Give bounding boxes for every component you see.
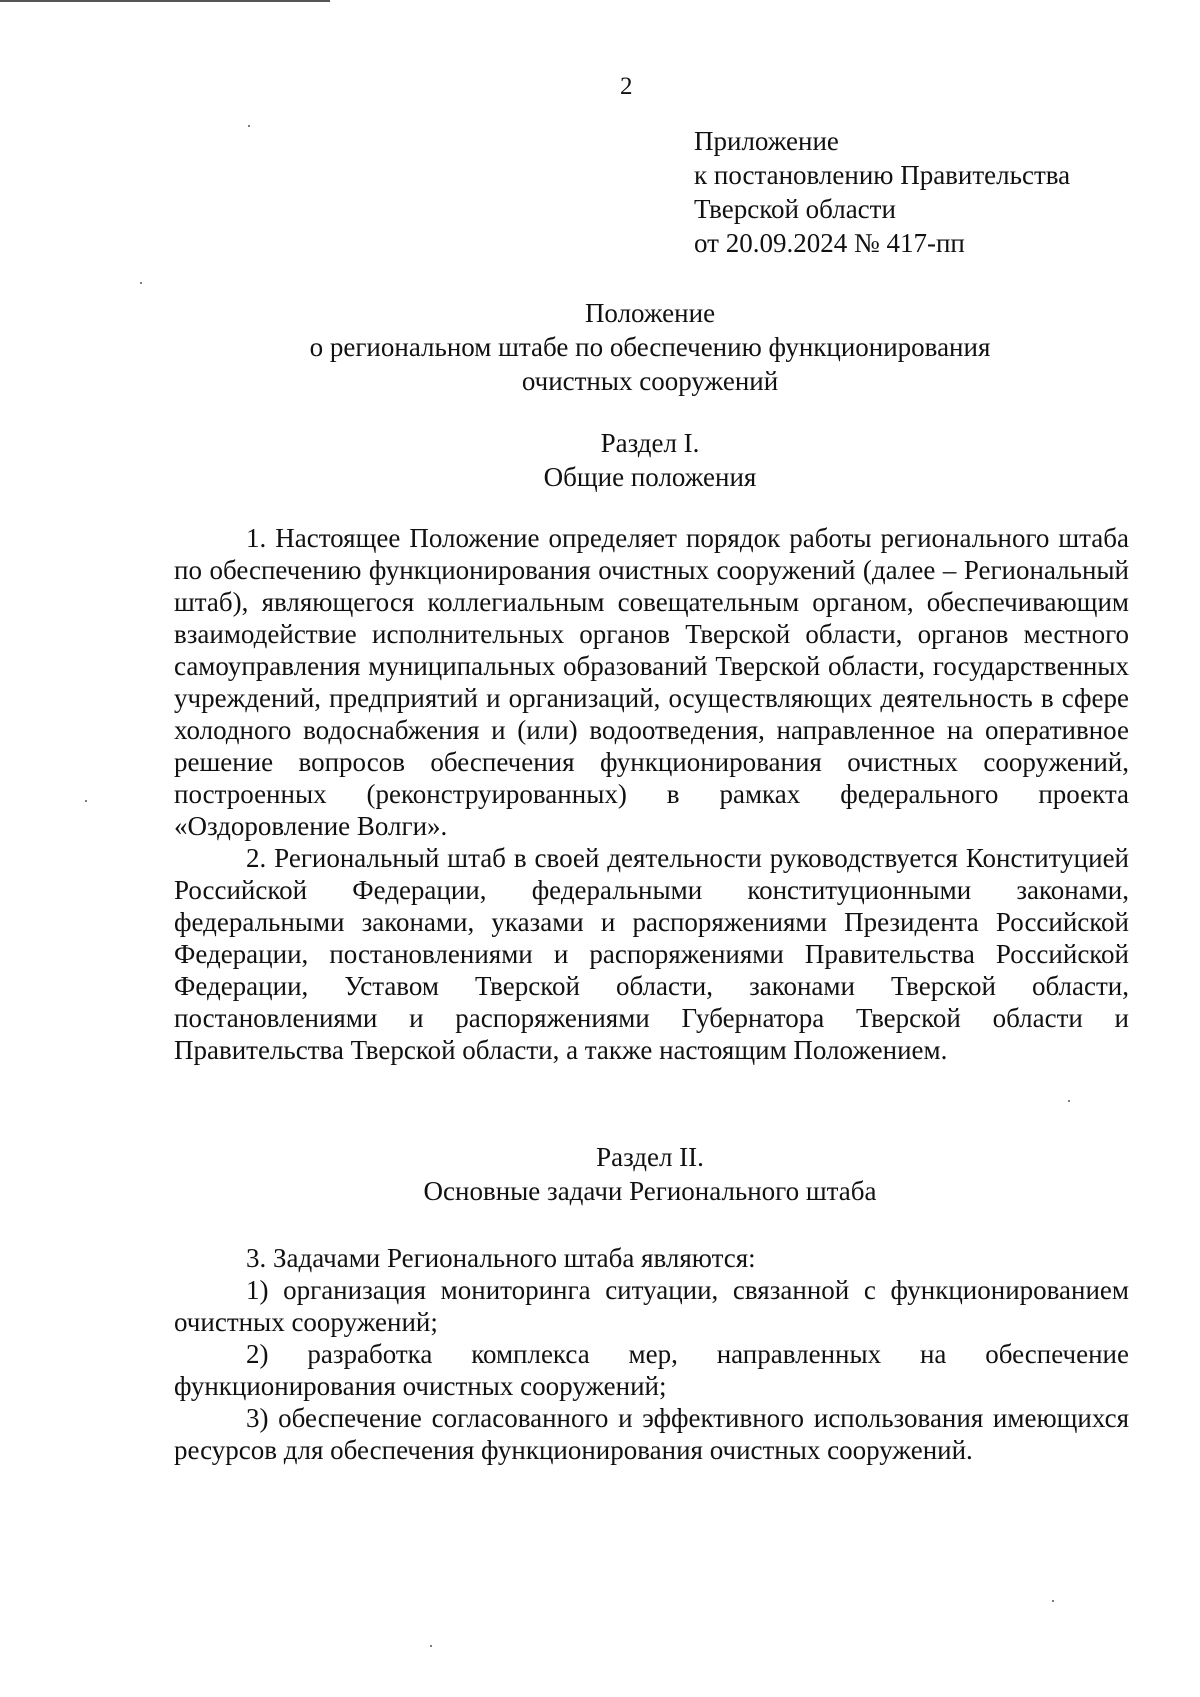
section-1-body: [174, 522, 1129, 1066]
scan-speck: [140, 282, 142, 284]
scan-speck: [1068, 1100, 1070, 1102]
list-item-2: 2) разработка комплекса мер, направленных на обеспечение функционирования очистных сооружений;: [174, 1339, 1129, 1401]
section-1-header: [170, 426, 1130, 494]
scan-speck: [1052, 1600, 1054, 1602]
title-line-2: о региональном штабе по обеспечению функционирования: [309, 332, 991, 362]
appendix-line-2: к постановлению Правительства: [694, 160, 1071, 190]
appendix-line-1: Приложение: [694, 126, 839, 156]
list-item-1: 1) организация мониторинга ситуации, связанной с функционированием очистных сооружений;: [174, 1275, 1129, 1337]
document-title: [170, 296, 1130, 398]
paragraph-2: 2. Региональный штаб в своей деятельности руководствуется Конституцией Российской Федерации, федеральными конституционными законами, федеральными законами, указами и распоряжениями Президента Российской Федерации, постановлениями и распоряжениями Правительства Российской Федерации, Уставом Тверской области, законами Тверской области, постановлениями и распоряжениями Губернатора Тверской области и Правительства Тверской области, а также настоящим Положением.: [174, 843, 1129, 1065]
title-line-3: очистных сооружений: [521, 366, 779, 396]
list-item-3: 3) обеспечение согласованного и эффективного использования имеющихся ресурсов для обеспечения функционирования очистных сооружений.: [174, 1403, 1129, 1465]
paragraph-3: 3. Задачами Регионального штаба являются:: [246, 1243, 756, 1273]
top-rule: [0, 0, 330, 2]
section-2-label: Раздел II.: [596, 1142, 704, 1172]
title-line-1: Положение: [584, 298, 716, 328]
section-1-heading: Общие положения: [543, 462, 757, 492]
scan-speck: [85, 800, 87, 802]
section-1-label: Раздел I.: [600, 428, 700, 458]
appendix-line-4: от 20.09.2024 № 417-пп: [694, 228, 965, 258]
appendix-block: [694, 124, 1070, 260]
page-number: 2: [620, 73, 633, 100]
scan-speck: [430, 1645, 432, 1647]
appendix-line-3: Тверской области: [694, 194, 896, 224]
scan-speck: [248, 125, 250, 127]
section-2-header: [170, 1140, 1130, 1208]
section-2-body: [174, 1242, 1129, 1466]
section-2-heading: Основные задачи Регионального штаба: [423, 1176, 877, 1206]
paragraph-1: 1. Настоящее Положение определяет порядок работы регионального штаба по обеспечению функционирования очистных сооружений (далее – Региональный штаб), являющегося коллегиальным совещательным органом, обеспечивающим взаимодействие исполнительных органов Тверской области, органов местного самоуправления муниципальных образований Тверской области, государственных учреждений, предприятий и организаций, осуществляющих деятельность в сфере холодного водоснабжения и (или) водоотведения, направленное на оперативное решение вопросов обеспечения функционирования очистных сооружений, построенных (реконструированных) в рамках федерального проекта «Оздоровление Волги».: [174, 523, 1129, 841]
